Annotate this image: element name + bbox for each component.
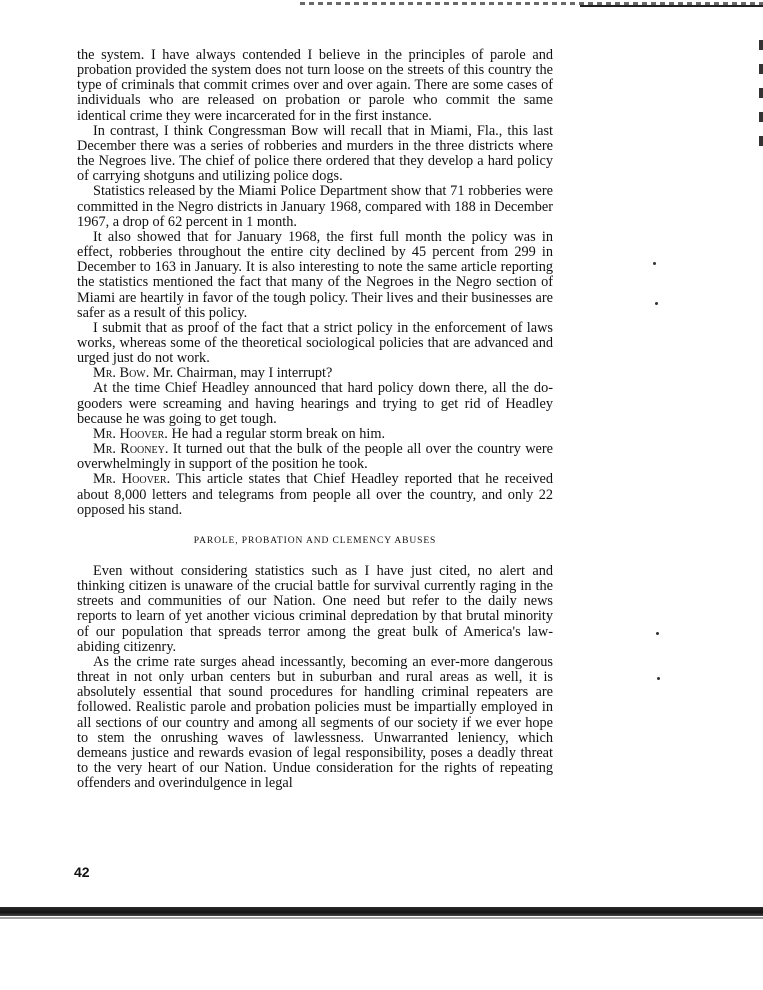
paragraph-text: Even without considering statistics such as I have just cited, no alert and thinking citizen is unaware of the crucial battle for survival currently raging in the streets and communities of our Nation. One need but refer to the daily news reports to learn of yet another vicious criminal depredation by that brutal minority of our population that spreads terror among the great bulk of America's law-abiding citizenry. [77, 563, 553, 655]
page-body [77, 48, 553, 791]
paragraph-text: Statistics released by the Miami Police Department show that 71 robberies were committed in the Negro districts in January 1968, compared with 188 in December 1967, a drop of 62 percent in 1 month. [77, 183, 553, 230]
right-edge-marks [759, 40, 763, 150]
paragraph [77, 321, 553, 366]
scan-speck [657, 677, 660, 680]
paragraph-text: I submit that as proof of the fact that a strict policy in the enforcement of laws works, whereas some of the theoretical sociological policies that are advanced and urged just do not work. [77, 319, 553, 367]
body-text-before-section [77, 48, 553, 518]
paragraph-text: This article states that Chief Headley reported that he received about 8,000 letters and telegrams from people all over the country, and only 22 opposed his stand. [77, 471, 553, 518]
body-text-after-section [77, 564, 553, 791]
scan-speck [655, 302, 658, 305]
bottom-edge-rule [0, 907, 763, 916]
bottom-edge-rule-thin [0, 917, 763, 919]
paragraph [77, 366, 553, 381]
paragraph-text: In contrast, I think Congressman Bow will recall that in Miami, Fla., this last December there was a series of robberies and murders in the three districts where the Negroes live. The chief of police there ordered that they develop a hard policy of carrying shotguns and utilizing police dogs. [77, 122, 553, 185]
paragraph-text: Mr. Chairman, may I interrupt? [152, 365, 333, 382]
page-number: 42 [74, 864, 90, 880]
speaker-name: Mr. Hoover. [93, 471, 171, 488]
paragraph-text: the system. I have always contended I believe in the principles of parole and probation provided the system does not turn loose on the streets of this country the type of criminals that commit crimes over and over again. There are some cases of individuals who are released on probation or parole who commit the same identical crime they were incarcerated for in the first instance. [77, 47, 553, 124]
section-heading: PAROLE, PROBATION AND CLEMENCY ABUSES [193, 535, 437, 546]
paragraph-text: He had a regular storm break on him. [171, 425, 386, 442]
paragraph [77, 655, 553, 791]
paragraph-text: It also showed that for January 1968, the first full month the policy was in effect, robberies throughout the entire city declined by 45 percent from 299 in December to 163 in January. It is also interesting to note the same article reporting the statistics mentioned the fact that many of the Negroes in the Negro section of Miami are heartily in favor of the tough policy. Their lives and their businesses are safer as a result of this policy. [77, 228, 553, 321]
paragraph-text: As the crime rate surges ahead incessantly, becoming an ever-more dangerous threat in not only urban centers but in suburban and rural areas as well, it is absolutely essential that sound procedures for handling criminal repeaters are followed. Realistic parole and probation policies must be impartially employed in all sections of our country and among all segments of our society if we ever hope to stem the onrushing waves of lawlessness. Unwarranted leniency, which demeans justice and rewards evasion of legal responsibility, poses a deadly threat to the very heart of our Nation. Undue consideration for the rights of repeating offenders and overindulgence in legal [77, 653, 553, 792]
paragraph [77, 124, 553, 185]
scan-speck [656, 632, 659, 635]
paragraph [77, 427, 553, 442]
speaker-name: Mr. Bow. [93, 365, 150, 382]
speaker-name: Mr. Rooney. [93, 441, 169, 458]
paragraph [77, 48, 553, 124]
paragraph [77, 472, 553, 517]
paragraph-text: It turned out that the bulk of the people all over the country were overwhelmingly in support of the position he took. [77, 441, 554, 473]
paragraph [77, 564, 553, 655]
paragraph-text: At the time Chief Headley announced that hard policy down there, all the do-gooders were screaming and having hearings and trying to get rid of Headley because he was going to get tough. [77, 380, 553, 427]
paragraph [77, 442, 553, 472]
speaker-name: Mr. Hoover. [93, 425, 168, 442]
paragraph [77, 230, 553, 321]
paragraph [77, 381, 553, 426]
top-edge-rule-solid [580, 5, 763, 7]
paragraph [77, 184, 553, 229]
scan-speck [653, 262, 656, 265]
